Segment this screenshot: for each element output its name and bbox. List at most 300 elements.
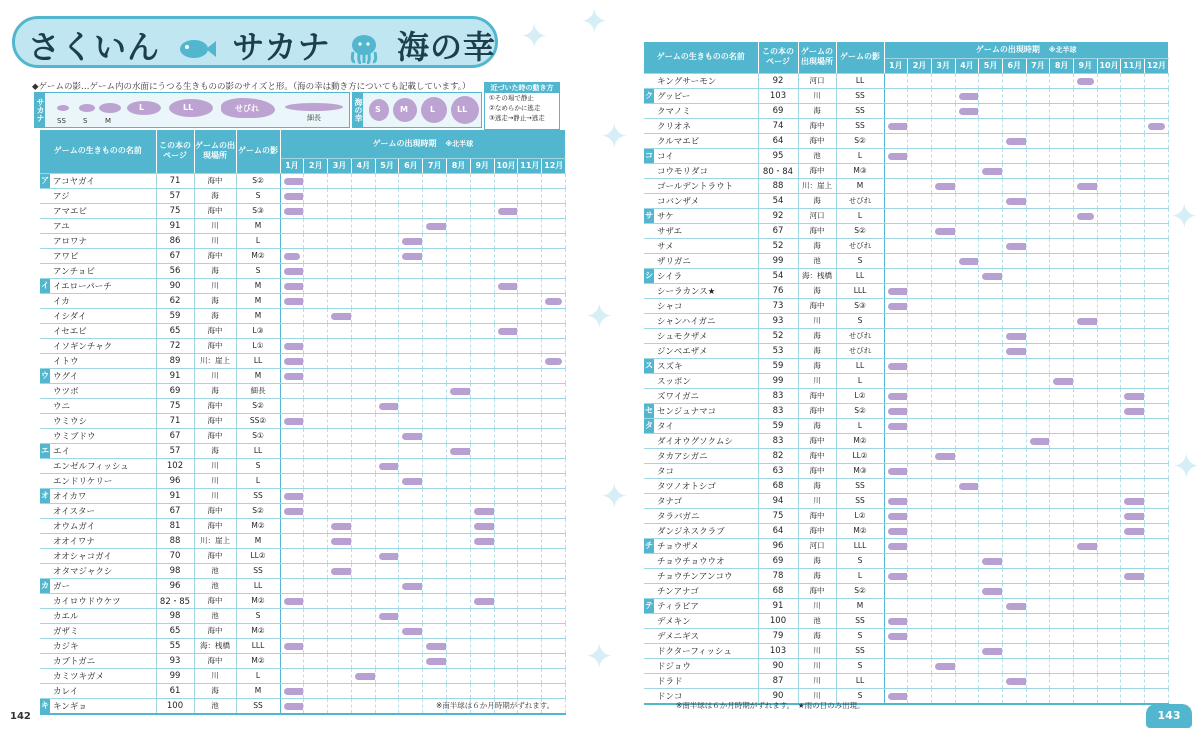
month-cell <box>931 358 955 373</box>
month-cell <box>955 73 979 88</box>
page-ref: 99 <box>758 373 798 388</box>
season-bar <box>935 228 955 235</box>
page-ref: 65 <box>156 323 194 338</box>
month-cell <box>328 473 352 488</box>
month-header: 2月 <box>908 58 932 73</box>
month-cell <box>1145 643 1169 658</box>
month-cell <box>1121 403 1145 418</box>
shadow-size: S <box>236 188 280 203</box>
month-cell <box>1026 658 1050 673</box>
month-cell <box>423 488 447 503</box>
month-cell <box>1145 673 1169 688</box>
month-cell <box>542 293 566 308</box>
coral-decoration: ✦ <box>585 637 614 677</box>
month-cell <box>375 638 399 653</box>
table-row <box>40 668 566 683</box>
month-cell <box>447 608 471 623</box>
month-cell <box>351 308 375 323</box>
shadow-size: S① <box>236 428 280 443</box>
kana-index-cell <box>40 413 50 428</box>
month-cell <box>1097 328 1121 343</box>
month-cell <box>542 638 566 653</box>
month-cell <box>518 608 542 623</box>
month-cell <box>447 518 471 533</box>
month-cell <box>979 148 1003 163</box>
season-bar <box>402 433 422 440</box>
month-cell <box>423 563 447 578</box>
shadow-size: S <box>836 628 884 643</box>
month-cell <box>470 398 494 413</box>
month-cell <box>351 323 375 338</box>
month-cell <box>1074 448 1098 463</box>
month-cell <box>884 88 908 103</box>
page-ref: 90 <box>156 278 194 293</box>
month-cell <box>328 518 352 533</box>
month-cell <box>280 338 304 353</box>
month-cell <box>447 578 471 593</box>
month-cell <box>399 608 423 623</box>
month-cell <box>494 623 518 638</box>
page-ref: 92 <box>758 73 798 88</box>
page-ref: 67 <box>156 248 194 263</box>
season-bar <box>545 298 562 305</box>
month-cell <box>955 373 979 388</box>
month-cell <box>979 328 1003 343</box>
habitat: 川 <box>798 313 836 328</box>
shadow-size: SS <box>836 493 884 508</box>
habitat: 川：崖上 <box>194 353 236 368</box>
month-cell <box>1145 163 1169 178</box>
month-cell <box>494 173 518 188</box>
month-cell <box>1074 238 1098 253</box>
month-cell <box>1097 508 1121 523</box>
season-bar <box>959 483 979 490</box>
month-cell <box>955 613 979 628</box>
month-cell <box>908 628 932 643</box>
creature-name: タラバガニ <box>654 508 758 523</box>
month-cell <box>304 323 328 338</box>
creature-name: ガー <box>50 578 156 593</box>
month-cell <box>1097 133 1121 148</box>
page-ref: 62 <box>156 293 194 308</box>
month-cell <box>1026 463 1050 478</box>
month-cell <box>542 443 566 458</box>
habitat: 海 <box>798 553 836 568</box>
habitat: 海 <box>798 238 836 253</box>
kana-index-cell <box>644 523 654 538</box>
month-cell <box>1050 133 1074 148</box>
month-cell <box>1097 523 1121 538</box>
kana-index-cell <box>644 298 654 313</box>
page-ref: 69 <box>758 103 798 118</box>
month-cell <box>1002 448 1026 463</box>
month-cell <box>1002 628 1026 643</box>
month-cell <box>1074 598 1098 613</box>
kana-index-cell <box>644 658 654 673</box>
month-cell <box>1050 328 1074 343</box>
coral-decoration: ✦ <box>520 17 549 57</box>
page-ref: 63 <box>758 463 798 478</box>
habitat: 海中 <box>798 463 836 478</box>
fish-icon <box>176 37 216 61</box>
month-cell <box>955 418 979 433</box>
page-ref: 83 <box>758 433 798 448</box>
creature-name: クリオネ <box>654 118 758 133</box>
size-label: S <box>375 105 381 114</box>
month-cell <box>979 133 1003 148</box>
kana-index-cell <box>40 503 50 518</box>
kana-index-cell <box>644 508 654 523</box>
month-cell <box>1097 73 1121 88</box>
month-cell <box>1026 208 1050 223</box>
season-bar <box>284 298 304 305</box>
month-cell <box>470 638 494 653</box>
month-cell <box>955 658 979 673</box>
month-cell <box>399 593 423 608</box>
month-cell <box>447 338 471 353</box>
season-bar <box>284 178 304 185</box>
month-cell <box>908 268 932 283</box>
month-cell <box>351 293 375 308</box>
month-cell <box>1002 508 1026 523</box>
month-cell <box>470 593 494 608</box>
month-cell <box>280 428 304 443</box>
shadow-size: L② <box>836 508 884 523</box>
table-row <box>644 628 1168 643</box>
month-cell <box>1145 178 1169 193</box>
month-cell <box>399 443 423 458</box>
table-row <box>644 418 1168 433</box>
shadow-size: M② <box>236 518 280 533</box>
month-cell <box>1002 298 1026 313</box>
month-cell <box>399 383 423 398</box>
month-cell <box>399 233 423 248</box>
page-ref: 64 <box>758 133 798 148</box>
creature-name: シーラカンス★ <box>654 283 758 298</box>
habitat: 川 <box>798 673 836 688</box>
month-cell <box>955 298 979 313</box>
header-name: ゲームの生きものの名前 <box>40 130 156 173</box>
month-cell <box>884 688 908 704</box>
month-cell <box>470 278 494 293</box>
season-bar <box>1030 438 1050 445</box>
month-cell <box>1002 373 1026 388</box>
creature-name: アジ <box>50 188 156 203</box>
month-cell <box>908 358 932 373</box>
habitat: 海中 <box>194 548 236 563</box>
month-cell <box>979 598 1003 613</box>
table-row <box>40 533 566 548</box>
month-cell <box>908 583 932 598</box>
table-row <box>644 388 1168 403</box>
habitat: 河口 <box>798 538 836 553</box>
habitat: 海 <box>798 328 836 343</box>
kana-index-cell: シ <box>644 268 654 283</box>
fish-shadow-legend <box>34 92 350 128</box>
month-cell <box>1074 148 1098 163</box>
month-cell <box>1121 253 1145 268</box>
kana-index-cell <box>40 203 50 218</box>
month-cell <box>955 493 979 508</box>
month-cell <box>884 403 908 418</box>
month-cell <box>908 598 932 613</box>
month-header: 5月 <box>375 158 399 173</box>
shadow-size: S② <box>836 403 884 418</box>
creature-name: キングサーモン <box>654 73 758 88</box>
month-cell <box>931 268 955 283</box>
month-cell <box>423 413 447 428</box>
month-cell <box>280 413 304 428</box>
month-cell <box>399 353 423 368</box>
month-cell <box>470 533 494 548</box>
month-cell <box>351 443 375 458</box>
season-bar <box>1124 573 1144 580</box>
month-cell <box>494 503 518 518</box>
month-cell <box>1145 223 1169 238</box>
creature-name: ドンコ <box>654 688 758 704</box>
habitat: 海中 <box>798 133 836 148</box>
creature-name: オタマジャクシ <box>50 563 156 578</box>
kana-index-cell <box>40 353 50 368</box>
kana-index-cell <box>644 448 654 463</box>
season-bar <box>1124 513 1144 520</box>
table-row <box>40 608 566 623</box>
kana-index-cell <box>644 493 654 508</box>
month-cell <box>1002 388 1026 403</box>
table-row <box>644 268 1168 283</box>
month-cell <box>931 373 955 388</box>
month-cell <box>542 398 566 413</box>
kana-index-cell <box>40 638 50 653</box>
table-row <box>40 218 566 233</box>
shadow-size: SS <box>836 118 884 133</box>
month-cell <box>1050 193 1074 208</box>
table-row <box>644 583 1168 598</box>
page-ref: 103 <box>758 643 798 658</box>
shadow-size: 細長 <box>236 383 280 398</box>
month-cell <box>1145 493 1169 508</box>
page-ref: 57 <box>156 443 194 458</box>
kana-index-cell: カ <box>40 578 50 593</box>
table-row <box>40 293 566 308</box>
shadow-size: M <box>236 683 280 698</box>
month-cell <box>518 473 542 488</box>
month-cell <box>908 568 932 583</box>
month-cell <box>518 653 542 668</box>
month-cell <box>1002 238 1026 253</box>
table-row <box>40 503 566 518</box>
month-cell <box>1026 493 1050 508</box>
month-cell <box>1074 673 1098 688</box>
month-cell <box>375 413 399 428</box>
month-cell <box>1002 103 1026 118</box>
season-bar <box>474 598 494 605</box>
month-cell <box>908 163 932 178</box>
shadow-size: L <box>836 148 884 163</box>
month-cell <box>304 653 328 668</box>
month-cell <box>884 613 908 628</box>
month-cell <box>1097 628 1121 643</box>
month-cell <box>351 458 375 473</box>
page-ref: 52 <box>758 238 798 253</box>
month-cell <box>1050 538 1074 553</box>
page-ref: 103 <box>758 88 798 103</box>
month-cell <box>908 448 932 463</box>
month-cell <box>494 578 518 593</box>
month-cell <box>375 398 399 413</box>
creature-name: シャコ <box>654 298 758 313</box>
creature-name: イカ <box>50 293 156 308</box>
habitat: 川 <box>798 493 836 508</box>
shadow-size: M② <box>236 653 280 668</box>
habitat: 池 <box>194 563 236 578</box>
month-cell <box>375 248 399 263</box>
habitat: 川 <box>798 598 836 613</box>
month-cell <box>1097 358 1121 373</box>
month-cell <box>979 118 1003 133</box>
creature-name: アワビ <box>50 248 156 263</box>
month-cell <box>884 328 908 343</box>
table-row <box>644 253 1168 268</box>
month-cell <box>542 623 566 638</box>
month-cell <box>955 238 979 253</box>
month-cell <box>423 368 447 383</box>
season-bar <box>1077 318 1097 325</box>
shadow-size: LL② <box>836 448 884 463</box>
month-cell <box>1002 688 1026 704</box>
kana-index-cell <box>40 563 50 578</box>
habitat: 川 <box>194 668 236 683</box>
month-cell <box>1145 388 1169 403</box>
habitat: 池 <box>798 148 836 163</box>
creature-name: ウミウシ <box>50 413 156 428</box>
table-row <box>40 248 566 263</box>
month-cell <box>518 218 542 233</box>
month-cell <box>494 608 518 623</box>
month-cell <box>423 218 447 233</box>
shadow-size: M③ <box>836 163 884 178</box>
table-row <box>40 233 566 248</box>
month-cell <box>1097 208 1121 223</box>
month-cell <box>931 403 955 418</box>
month-cell <box>399 188 423 203</box>
habitat: 川 <box>798 688 836 704</box>
month-cell <box>470 203 494 218</box>
month-cell <box>1074 283 1098 298</box>
month-cell <box>1050 598 1074 613</box>
month-cell <box>908 373 932 388</box>
month-cell <box>1026 478 1050 493</box>
month-cell <box>494 308 518 323</box>
month-cell <box>979 493 1003 508</box>
month-cell <box>375 488 399 503</box>
month-cell <box>1121 448 1145 463</box>
month-cell <box>351 548 375 563</box>
page-ref: 65 <box>156 623 194 638</box>
creature-name: シャンハイガニ <box>654 313 758 328</box>
month-cell <box>979 538 1003 553</box>
habitat: 海 <box>194 683 236 698</box>
month-cell <box>304 233 328 248</box>
month-cell <box>1026 388 1050 403</box>
month-cell <box>470 623 494 638</box>
month-cell <box>328 563 352 578</box>
month-cell <box>1002 193 1026 208</box>
month-cell <box>280 533 304 548</box>
month-cell <box>280 638 304 653</box>
season-bar <box>284 598 304 605</box>
month-cell <box>1050 433 1074 448</box>
month-cell <box>931 613 955 628</box>
month-cell <box>955 223 979 238</box>
header-period-label: ゲームの出現時期 <box>975 44 1040 54</box>
habitat: 海中 <box>798 403 836 418</box>
month-cell <box>1121 553 1145 568</box>
month-cell <box>542 458 566 473</box>
month-cell <box>542 668 566 683</box>
month-cell <box>1097 463 1121 478</box>
shadow-size: M② <box>236 623 280 638</box>
month-cell <box>979 553 1003 568</box>
shadow-size: LLL <box>836 283 884 298</box>
creature-name: オオシャコガイ <box>50 548 156 563</box>
page-ref: 90 <box>758 688 798 704</box>
month-cell <box>1145 628 1169 643</box>
shadow-size: LL <box>236 578 280 593</box>
table-row <box>40 638 566 653</box>
shadow-size: S <box>836 688 884 704</box>
month-cell <box>1026 133 1050 148</box>
month-cell <box>1002 163 1026 178</box>
month-cell <box>328 578 352 593</box>
month-cell <box>470 173 494 188</box>
shadow-size: M <box>836 178 884 193</box>
month-cell <box>1121 658 1145 673</box>
habitat: 海中 <box>194 323 236 338</box>
month-cell <box>1074 133 1098 148</box>
page-ref: 100 <box>758 613 798 628</box>
month-cell <box>1145 523 1169 538</box>
month-cell <box>328 203 352 218</box>
month-cell <box>1026 283 1050 298</box>
season-bar <box>982 273 1002 280</box>
page-ref: 59 <box>758 358 798 373</box>
creature-name: アマエビ <box>50 203 156 218</box>
month-cell <box>518 308 542 323</box>
month-cell <box>1145 478 1169 493</box>
table-row <box>40 593 566 608</box>
creature-name: ドジョウ <box>654 658 758 673</box>
month-cell <box>1074 418 1098 433</box>
month-cell <box>423 443 447 458</box>
shadow-m-shape <box>99 103 121 113</box>
month-cell <box>1050 418 1074 433</box>
month-cell <box>304 218 328 233</box>
month-cell <box>423 338 447 353</box>
month-cell <box>494 278 518 293</box>
habitat: 海 <box>194 443 236 458</box>
month-cell <box>351 473 375 488</box>
month-cell <box>304 338 328 353</box>
month-cell <box>542 308 566 323</box>
month-header: 5月 <box>979 58 1003 73</box>
month-cell <box>1026 253 1050 268</box>
kana-index-cell: イ <box>40 278 50 293</box>
creature-name: オウムガイ <box>50 518 156 533</box>
kana-index-cell: ウ <box>40 368 50 383</box>
month-cell <box>1121 433 1145 448</box>
creature-name: サケ <box>654 208 758 223</box>
